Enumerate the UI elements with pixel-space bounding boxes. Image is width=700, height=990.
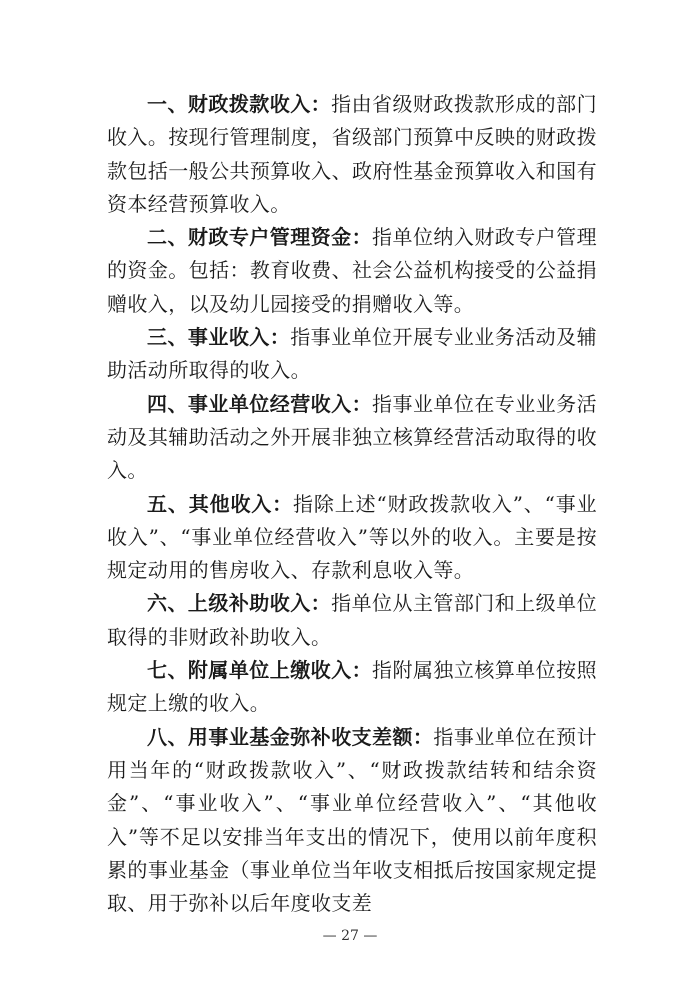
term-definition: 指单位从主管部门和上级单位取得的非财政补助收入。 — [107, 591, 597, 649]
term-heading: 四、事业单位经营收入： — [147, 391, 373, 416]
paragraph-6 — [107, 587, 597, 654]
term-heading: 三、事业收入： — [147, 325, 291, 350]
body-text — [107, 88, 597, 920]
term-heading: 五、其他收入： — [147, 491, 294, 516]
paragraph-1 — [107, 88, 597, 221]
term-definition: 指附属独立核算单位按照规定上缴的收入。 — [107, 658, 597, 716]
term-heading: 八、用事业基金弥补收支差额： — [147, 724, 434, 749]
term-definition: 指事业单位在预计用当年的“财政拨款收入”、“财政拨款结转和结余资金”、“事业收入”、“事业单位经营收入”、“其他收入”等不足以安排当年支出的情况下，使用以前年度积累的事业基金（事业单位当年收支相抵后按国家规定提取、用于弥补以后年度收支差 — [107, 724, 598, 916]
paragraph-7 — [107, 654, 597, 721]
term-heading: 二、财政专户管理资金： — [147, 225, 373, 250]
term-definition: 指除上述“财政拨款收入”、“事业收入”、“事业单位经营收入”等以外的收入。主要是按规定动用的售房收入、存款利息收入等。 — [107, 491, 597, 583]
term-heading: 七、附属单位上缴收入： — [147, 658, 373, 683]
paragraph-8 — [107, 721, 597, 921]
term-heading: 六、上级补助收入： — [147, 591, 332, 616]
page-number: — 27 — — [322, 928, 378, 944]
term-definition: 指由省级财政拨款形成的部门收入。按现行管理制度，省级部门预算中反映的财政拨款包括一般公共预算收入、政府性基金预算收入和国有资本经营预算收入。 — [107, 92, 597, 216]
term-heading: 一、财政拨款收入： — [147, 92, 332, 116]
term-definition: 指事业单位在专业业务活动及其辅助活动之外开展非独立核算经营活动取得的收入。 — [107, 391, 597, 483]
term-definition: 指单位纳入财政专户管理的资金。包括：教育收费、社会公益机构接受的公益捐赠收入，以及幼儿园接受的捐赠收入等。 — [107, 225, 597, 316]
paragraph-2 — [107, 221, 597, 321]
paragraph-4 — [107, 388, 597, 488]
paragraph-5 — [107, 488, 597, 588]
term-definition: 指事业单位开展专业业务活动及辅助活动所取得的收入。 — [107, 325, 597, 383]
paragraph-3 — [107, 321, 597, 388]
